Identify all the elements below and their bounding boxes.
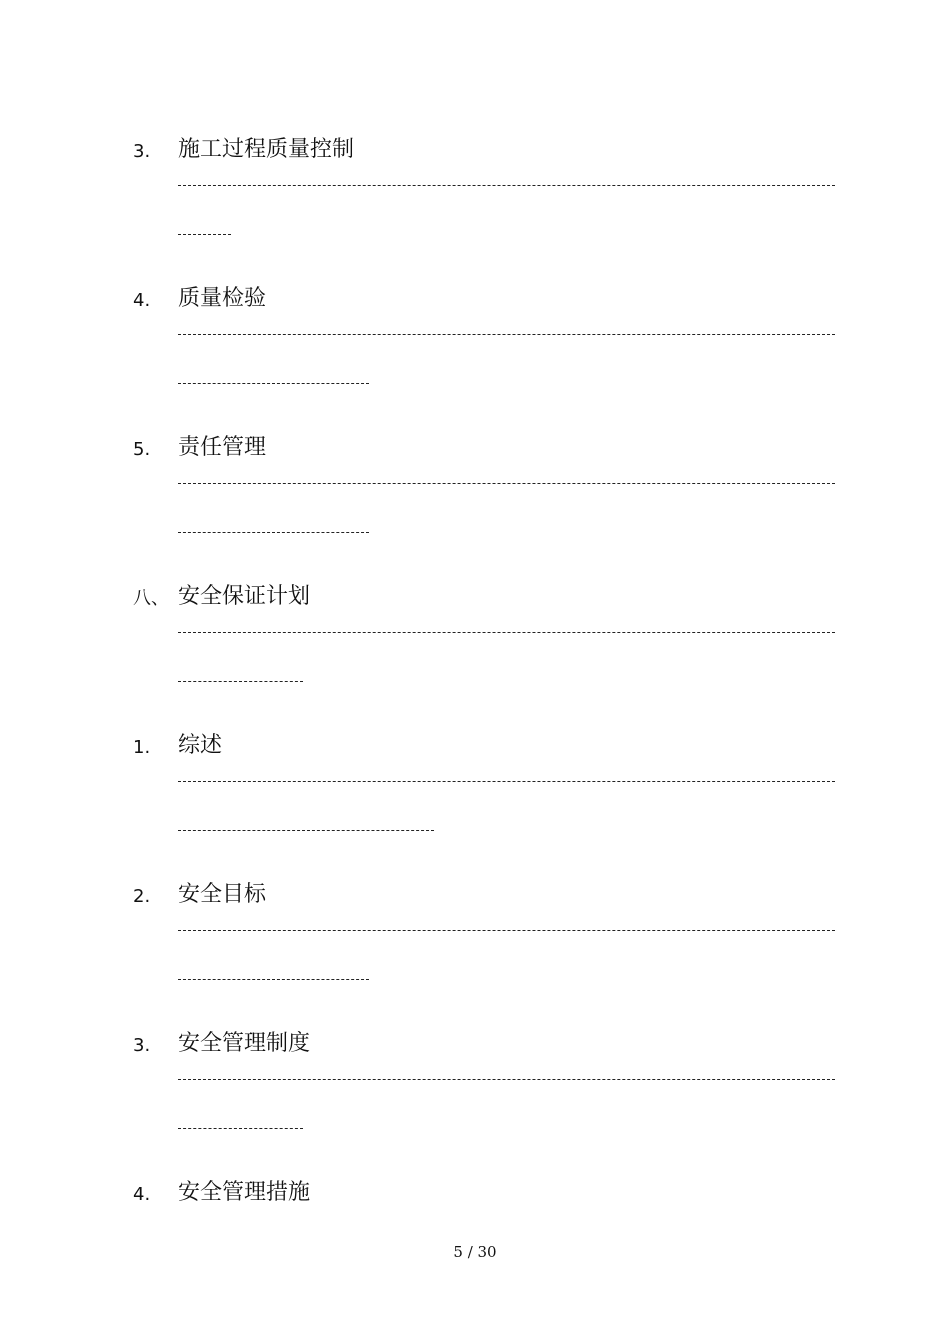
toc-entry	[0, 584, 950, 734]
page-number-footer	[0, 1242, 950, 1262]
toc-title: 安全保证计划	[178, 584, 311, 609]
toc-leader-line-end	[178, 1128, 303, 1129]
toc-leader-line-end	[178, 234, 231, 235]
toc-number: 3.	[133, 1035, 151, 1056]
toc-entry	[0, 733, 950, 883]
toc-heading[interactable]	[0, 286, 900, 316]
toc-leader-line	[178, 781, 835, 782]
toc-title: 安全管理制度	[178, 1031, 311, 1056]
toc-leader-line-end	[178, 383, 369, 384]
toc-entry	[0, 137, 950, 287]
toc-number: 1.	[133, 737, 151, 758]
page-separator: /	[462, 1243, 478, 1261]
toc-entry	[0, 435, 950, 585]
toc-entry	[0, 1031, 950, 1181]
toc-number: 八、	[133, 588, 169, 609]
toc-title: 安全管理措施	[178, 1180, 311, 1205]
toc-leader-line	[178, 632, 835, 633]
toc-number: 3.	[133, 141, 151, 162]
toc-title: 责任管理	[178, 435, 267, 460]
toc-heading[interactable]	[0, 1180, 900, 1210]
toc-title: 施工过程质量控制	[178, 137, 355, 162]
toc-leader-line	[178, 930, 835, 931]
toc-leader-line-end	[178, 979, 369, 980]
current-page-number: 5	[453, 1243, 463, 1261]
total-page-count: 30	[477, 1243, 497, 1261]
toc-number: 4.	[133, 290, 151, 311]
toc-heading[interactable]	[0, 882, 900, 912]
toc-heading[interactable]	[0, 733, 900, 763]
toc-number: 5.	[133, 439, 151, 460]
toc-heading[interactable]	[0, 584, 900, 614]
toc-title: 质量检验	[178, 286, 267, 311]
toc-leader-line-end	[178, 830, 434, 831]
toc-title: 综述	[178, 733, 223, 758]
toc-leader-line-end	[178, 532, 369, 533]
toc-number: 2.	[133, 886, 151, 907]
toc-leader-line	[178, 334, 835, 335]
toc-heading[interactable]	[0, 137, 900, 167]
toc-leader-line	[178, 483, 835, 484]
toc-heading[interactable]	[0, 435, 900, 465]
toc-leader-line-end	[178, 681, 303, 682]
toc-heading[interactable]	[0, 1031, 900, 1061]
toc-title: 安全目标	[178, 882, 267, 907]
toc-entry	[0, 286, 950, 436]
toc-number: 4.	[133, 1184, 151, 1205]
toc-entry	[0, 882, 950, 1032]
toc-leader-line	[178, 185, 835, 186]
toc-leader-line	[178, 1079, 835, 1080]
